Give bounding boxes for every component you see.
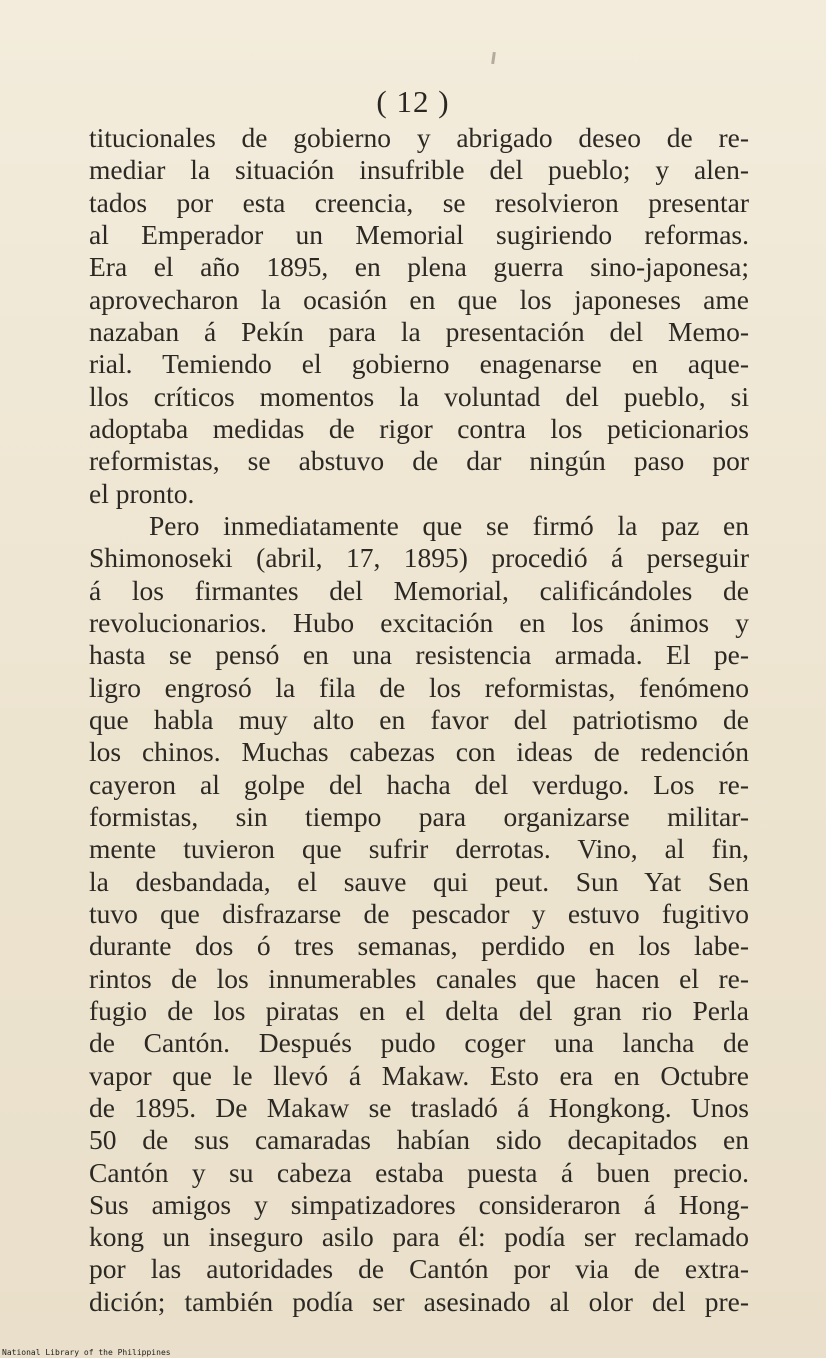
text-line: rintos de los innumerables canales que hacen el re- [89,962,749,994]
text-line: Sus amigos y simpatizadores consideraron á Hong- [89,1188,749,1220]
text-line: ligro engrosó la fila de los reformistas, fenómeno [89,671,749,703]
text-line: formistas, sin tiempo para organizarse militar- [89,800,749,832]
text-line: dición; también podía ser asesinado al olor del pre- [89,1285,749,1317]
text-line: de 1895. De Makaw se trasladó á Hongkong. Unos [89,1091,749,1123]
text-line: la desbandada, el sauve qui peut. Sun Yat Sen [89,865,749,897]
text-line: 50 de sus camaradas habían sido decapitados en [89,1124,749,1156]
text-line: nazaban á Pekín para la presentación del Memo- [89,315,749,347]
text-line: mediar la situación insufrible del pueblo; y alen- [89,154,749,186]
text-line: rial. Temiendo el gobierno enagenarse en aque- [89,348,749,380]
text-line: tuvo que disfrazarse de pescador y estuvo fugitivo [89,897,749,929]
text-line: revolucionarios. Hubo excitación en los ánimos y [89,606,749,638]
paragraph-end-line: el pronto. [89,477,195,509]
text-line: durante dos ó tres semanas, perdido en los labe- [89,930,749,962]
text-line: adoptaba medidas de rigor contra los peticionarios [89,412,749,444]
text-line: kong un inseguro asilo para él: podía ser reclamado [89,1221,749,1253]
text-line: que habla muy alto en favor del patriotismo de [89,703,749,735]
text-line: reformistas, se abstuvo de dar ningún paso por [89,445,749,477]
text-line: vapor que le llevó á Makaw. Esto era en Octubre [89,1059,749,1091]
stray-ink-mark [491,52,496,64]
text-line: á los firmantes del Memorial, calificándoles de [89,574,749,606]
text-line: al Emperador un Memorial sugiriendo reformas. [89,218,749,250]
library-credit: National Library of the Philippines [2,1348,171,1357]
text-line: hasta se pensó en una resistencia armada. El pe- [89,639,749,671]
text-line: titucionales de gobierno y abrigado deseo de re- [89,122,749,153]
text-line: Cantón y su cabeza estaba puesta á buen precio. [89,1156,749,1188]
text-line: fugio de los piratas en el delta del gran rio Perla [89,994,749,1026]
text-line: aprovecharon la ocasión en que los japoneses ame [89,283,749,315]
text-line: Shimonoseki (abril, 17, 1895) procedió á perseguir [89,542,749,574]
text-line: tados por esta creencia, se resolvieron presentar [89,186,749,218]
text-line: de Cantón. Después pudo coger una lancha de [89,1027,749,1059]
text-line: Era el año 1895, en plena guerra sino-japonesa; [89,251,749,283]
page-number: ( 12 ) [376,84,450,119]
text-line: por las autoridades de Cantón por via de extra- [89,1253,749,1285]
text-line: llos críticos momentos la voluntad del pueblo, si [89,380,749,412]
text-line: los chinos. Muchas cabezas con ideas de redención [89,736,749,768]
paragraph-start-line: Pero inmediatamente que se firmó la paz en [149,509,749,541]
text-line: cayeron al golpe del hacha del verdugo. Los re- [89,768,749,800]
text-line: mente tuvieron que sufrir derrotas. Vino, al fin, [89,833,749,865]
body-text [89,122,749,1318]
